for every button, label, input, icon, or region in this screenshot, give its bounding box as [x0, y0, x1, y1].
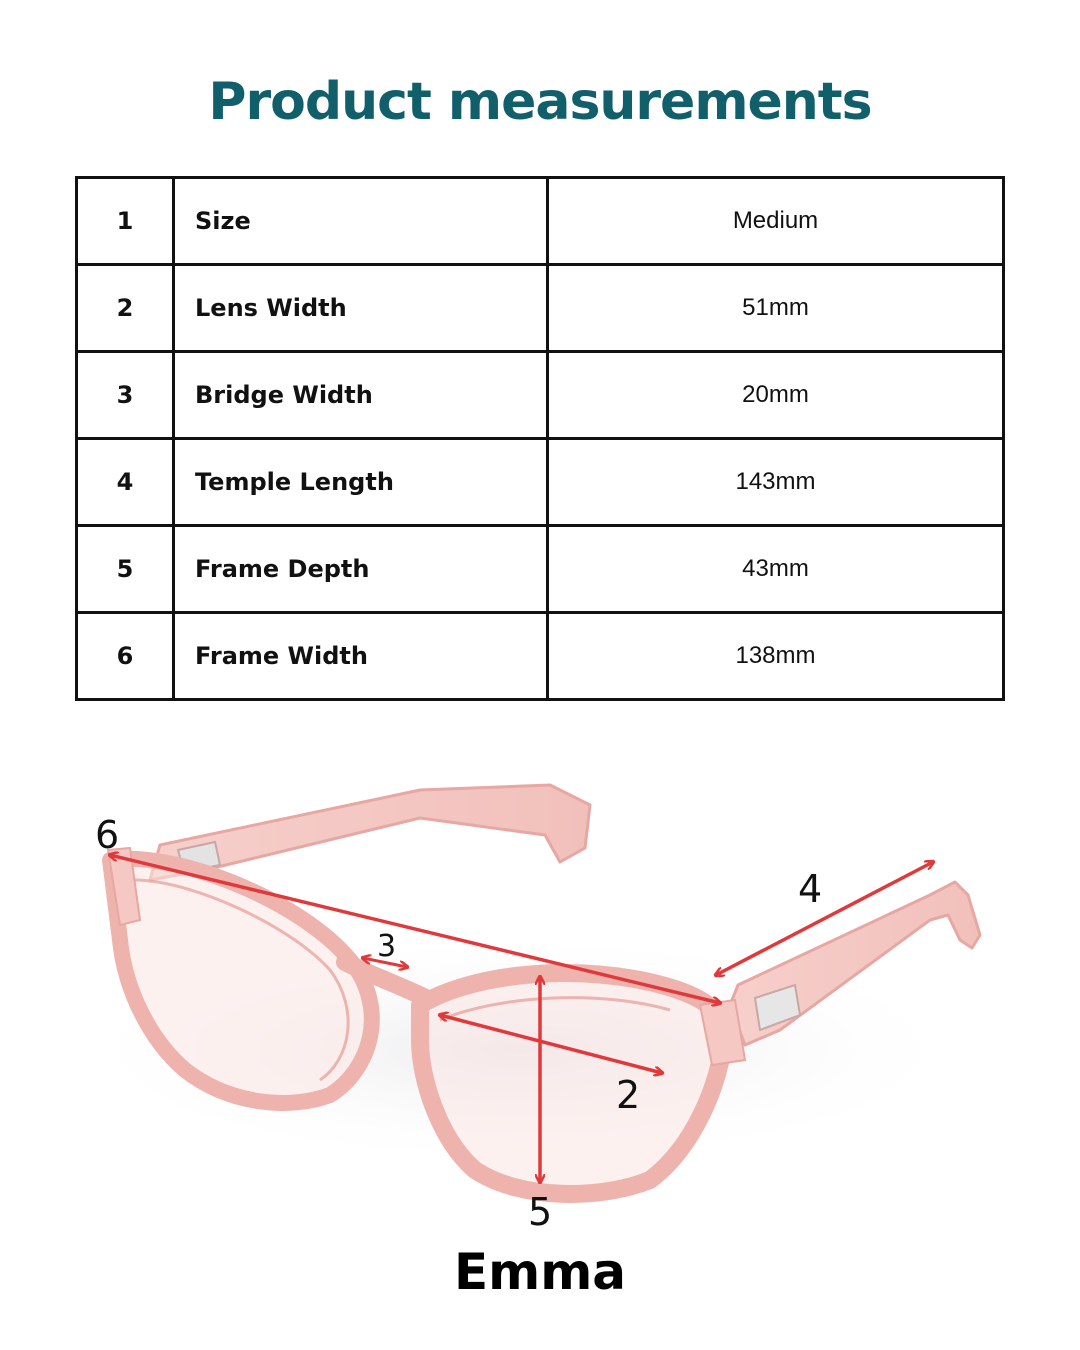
- table-row: [77, 178, 1004, 265]
- marker-3: 3: [377, 929, 397, 964]
- row-value: Medium: [548, 178, 1004, 265]
- row-label: Frame Depth: [174, 526, 548, 613]
- measurements-table: [75, 176, 1005, 701]
- row-value: 138mm: [548, 613, 1004, 700]
- row-label: Frame Width: [174, 613, 548, 700]
- row-value: 43mm: [548, 526, 1004, 613]
- table-row: [77, 265, 1004, 352]
- page-title: Product measurements: [208, 72, 872, 132]
- row-value: 143mm: [548, 439, 1004, 526]
- row-number: 4: [77, 439, 174, 526]
- table-row: [77, 439, 1004, 526]
- row-number: 2: [77, 265, 174, 352]
- table-row: [77, 352, 1004, 439]
- row-label: Size: [174, 178, 548, 265]
- glasses-diagram: [0, 720, 1080, 1250]
- model-name: Emma: [453, 1243, 627, 1301]
- row-label: Temple Length: [174, 439, 548, 526]
- row-label: Bridge Width: [174, 352, 548, 439]
- far-temple: [150, 785, 590, 880]
- row-number: 5: [77, 526, 174, 613]
- row-number: 3: [77, 352, 174, 439]
- marker-5: 5: [528, 1190, 553, 1234]
- row-label: Lens Width: [174, 265, 548, 352]
- marker-4: 4: [798, 867, 823, 911]
- marker-6: 6: [95, 813, 120, 857]
- row-value: 51mm: [548, 265, 1004, 352]
- row-value: 20mm: [548, 352, 1004, 439]
- row-number: 6: [77, 613, 174, 700]
- table-row: [77, 613, 1004, 700]
- table-row: [77, 526, 1004, 613]
- marker-2: 2: [616, 1073, 641, 1117]
- row-number: 1: [77, 178, 174, 265]
